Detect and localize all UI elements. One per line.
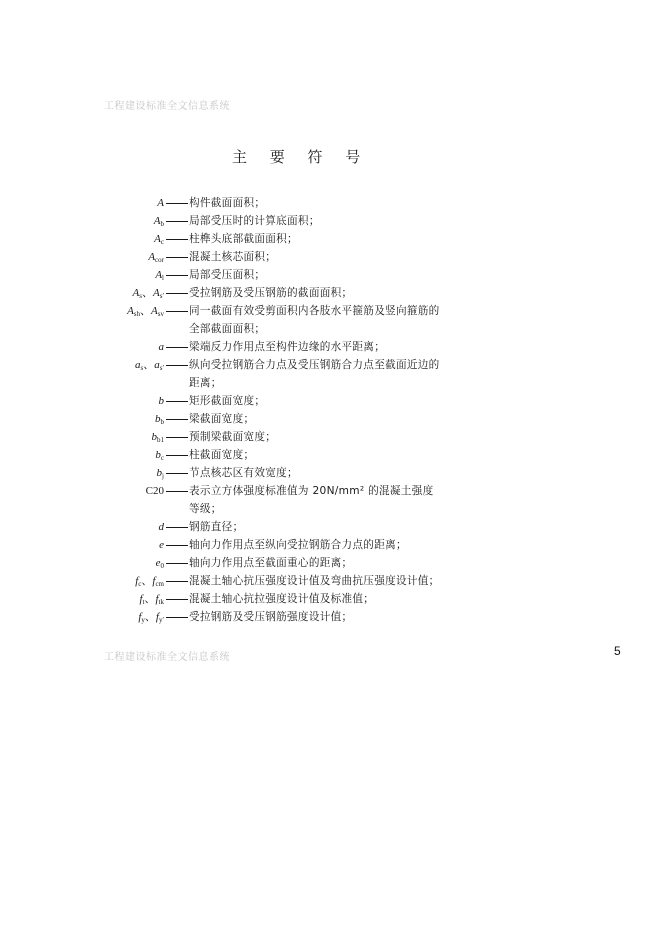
symbol-description: 混凝土轴心抗拉强度设计值及标准值； [189, 593, 375, 605]
symbol-subscript: t [142, 598, 145, 606]
symbol-base: C20 [145, 485, 164, 497]
symbol-notation: $A_s$、$A_{s'}$ [132, 287, 164, 300]
symbol-subscript: sh [133, 310, 141, 318]
symbol-row [0, 410, 662, 428]
symbol-base: A [155, 269, 163, 281]
symbol-subscript: y′ [158, 616, 164, 624]
symbol-description: 柱截面宽度； [189, 449, 255, 461]
symbol-row [0, 338, 662, 356]
symbol-description: 矩形截面宽度； [189, 395, 266, 407]
symbol-row [0, 194, 662, 212]
symbol-row [0, 356, 662, 392]
symbol-subscript: b1 [157, 436, 164, 444]
dash-separator [166, 311, 188, 312]
symbol-description: 纵向受拉钢筋合力点及受压钢筋合力点至截面近边的距离； [189, 359, 440, 389]
page-number: 5 [614, 644, 621, 658]
dash-separator [166, 293, 188, 294]
symbol-description: 构件截面面积； [189, 197, 266, 209]
dash-separator [166, 257, 188, 258]
symbol-row [0, 392, 662, 410]
symbol-subscript: s′ [159, 364, 164, 372]
symbol-notation [159, 338, 165, 356]
symbol-notation: $f_y$、$f_{y'}$ [138, 611, 164, 624]
watermark-bottom: 工程建设标准全文信息系统 [104, 652, 230, 663]
symbol-subscript: cm [155, 580, 164, 588]
symbol-row [0, 302, 662, 338]
symbol-description: 受拉钢筋及受压钢筋强度设计值； [189, 611, 353, 623]
dash-separator [166, 581, 188, 582]
dash-separator [166, 419, 188, 420]
symbol-subscript: c [160, 454, 164, 462]
symbol-base: e [159, 539, 164, 551]
dash-separator [166, 401, 188, 402]
dash-separator [166, 275, 188, 276]
symbol-base: f [155, 611, 159, 623]
dash-separator [166, 599, 188, 600]
symbol-base: b [158, 395, 164, 407]
symbol-description: 节点核芯区有效宽度； [189, 467, 298, 479]
symbol-base: A [148, 251, 156, 263]
dash-separator [166, 545, 188, 546]
symbol-row [0, 608, 662, 626]
symbol-base: f [135, 575, 139, 587]
symbol-description: 同一截面有效受剪面积内各肢水平箍筋及竖向箍筋的全部截面面积； [189, 305, 440, 335]
symbol-description: 梁截面宽度； [189, 413, 255, 425]
symbol-subscript: c [160, 238, 164, 246]
symbol-row [0, 554, 662, 572]
symbol-description: 钢筋直径； [189, 521, 244, 533]
symbol-row [0, 212, 662, 230]
symbol-row [0, 518, 662, 536]
page-title: 主 要 符 号 [232, 148, 370, 166]
symbol-notation: $f_c$、$f_{cm}$ [135, 575, 164, 588]
symbol-subscript: tk [158, 598, 164, 606]
symbol-row [0, 446, 662, 464]
symbol-notation [159, 392, 165, 410]
symbol-description: 局部受压时的计算底面积； [189, 215, 320, 227]
symbol-base: A [151, 305, 158, 317]
symbol-subscript: j [162, 472, 164, 480]
symbol-subscript: s [140, 364, 144, 372]
symbol-notation: $A_{sh}$、$A_{sv}$ [127, 305, 164, 318]
watermark-top: 工程建设标准全文信息系统 [104, 101, 230, 112]
symbol-description: 柱榫头底部截面面积； [189, 233, 298, 245]
symbol-base: a [154, 359, 160, 371]
symbol-subscript: b [160, 418, 164, 426]
symbol-notation: $a_s$、$a_{s'}$ [135, 359, 164, 372]
symbol-base: b [155, 449, 161, 461]
symbol-base: f [155, 593, 159, 605]
symbol-base: a [158, 341, 164, 353]
symbol-description: 轴向力作用点至截面重心的距离； [189, 557, 353, 569]
symbol-base: b [151, 431, 157, 443]
symbol-base: a [135, 359, 141, 371]
symbol-description: 混凝土核芯面积； [189, 251, 277, 263]
symbol-notation [159, 518, 165, 536]
symbol-subscript: b [160, 220, 164, 228]
dash-separator [166, 473, 188, 474]
symbol-notation [159, 536, 164, 554]
symbol-subscript: s′ [159, 292, 164, 300]
symbol-subscript: cor [155, 256, 164, 264]
dash-separator [166, 455, 188, 456]
symbol-subscript: s [139, 292, 142, 300]
dash-separator [166, 437, 188, 438]
symbol-base: A [132, 287, 140, 299]
dash-separator [166, 221, 188, 222]
symbol-subscript: 0 [160, 562, 164, 570]
symbol-subscript: l [162, 274, 164, 282]
symbol-description: 局部受压面积； [189, 269, 266, 281]
dash-separator [166, 491, 188, 492]
symbol-base: A [127, 305, 134, 317]
symbol-base: b [156, 467, 163, 479]
symbol-row [0, 536, 662, 554]
symbol-subscript: c [138, 580, 142, 588]
symbol-row [0, 482, 662, 518]
symbol-base: e [155, 557, 161, 569]
symbol-base: d [158, 521, 164, 533]
dash-separator [166, 563, 188, 564]
symbol-row [0, 284, 662, 302]
symbol-description: 梁端反力作用点至构件边缘的水平距离； [189, 341, 386, 353]
symbol-description: 表示立方体强度标准值为 20N/mm² 的混凝土强度等级； [189, 485, 434, 515]
symbol-row [0, 428, 662, 446]
symbol-base: f [152, 575, 156, 587]
symbol-base: f [138, 611, 142, 623]
symbol-row [0, 572, 662, 590]
symbol-base: A [157, 197, 164, 209]
symbol-base: f [139, 593, 143, 605]
symbol-subscript: sv [157, 310, 164, 318]
dash-separator [166, 365, 188, 366]
symbol-row [0, 464, 662, 482]
symbol-base: A [153, 287, 160, 299]
dash-separator [166, 203, 188, 204]
symbol-row [0, 590, 662, 608]
symbol-base: b [155, 413, 161, 425]
dash-separator [166, 617, 188, 618]
symbol-description: 混凝土轴心抗压强度设计值及弯曲抗压强度设计值； [189, 575, 440, 587]
symbol-notation: $f_t$、$f_{tk}$ [139, 593, 164, 606]
symbol-description: 受拉钢筋及受压钢筋的截面面积； [189, 287, 353, 299]
symbol-notation [157, 194, 164, 212]
symbol-base: A [153, 215, 161, 227]
dash-separator [166, 239, 188, 240]
symbol-description: 轴向力作用点至纵向受拉钢筋合力点的距离； [189, 539, 407, 551]
symbol-subscript: y [141, 616, 145, 624]
symbol-notation [146, 482, 164, 500]
symbol-row [0, 266, 662, 284]
symbol-base: A [154, 233, 161, 245]
dash-separator [166, 347, 188, 348]
symbol-description: 预制梁截面宽度； [189, 431, 277, 443]
symbol-row [0, 248, 662, 266]
symbol-row [0, 230, 662, 248]
symbol-list [0, 194, 662, 626]
dash-separator [166, 527, 188, 528]
